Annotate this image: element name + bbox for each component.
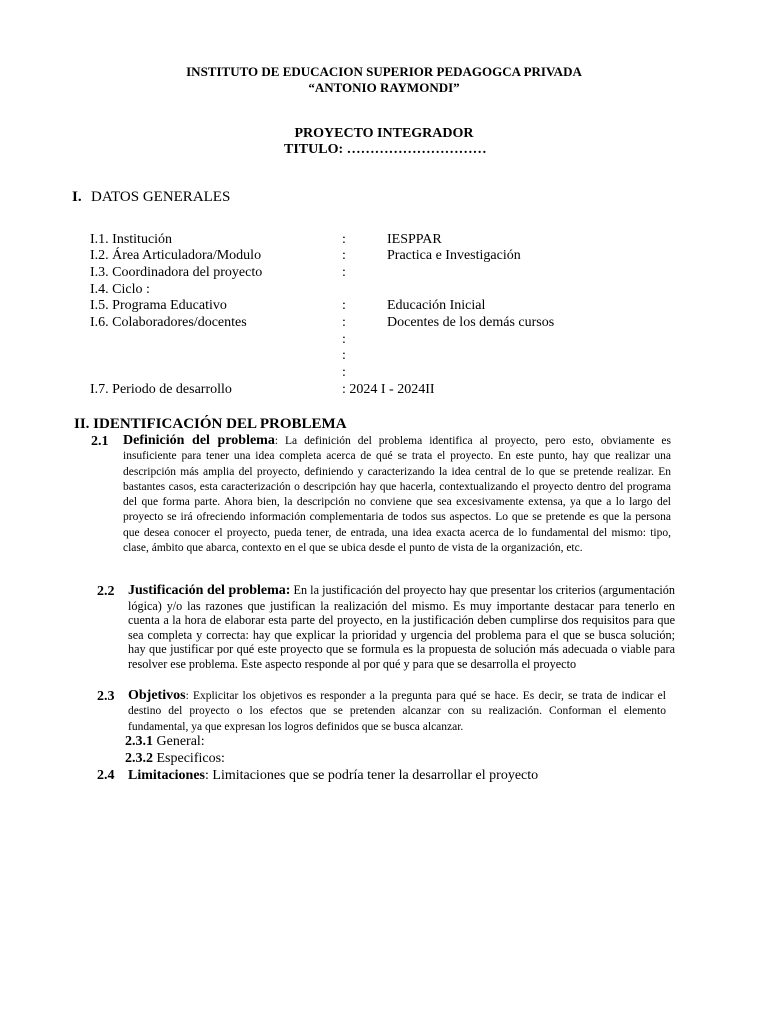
- project-heading: PROYECTO INTEGRADOR: [294, 126, 474, 141]
- section-2-3-paragraph: [128, 688, 666, 735]
- section-2-3-2: [125, 750, 225, 767]
- data-separator: :: [342, 265, 346, 280]
- data-row: [0, 264, 768, 281]
- section-2-3-2-number: 2.3.2: [125, 751, 153, 766]
- data-label: I.3. Coordinadora del proyecto: [90, 265, 263, 280]
- institution-subtitle: “ANTONIO RAYMONDI”: [308, 80, 460, 95]
- data-row: [0, 314, 768, 331]
- section-2-3-2-text: Especificos:: [153, 751, 225, 766]
- section-2-2-title: Justificación del problema:: [128, 583, 291, 598]
- data-separator: :: [342, 248, 346, 263]
- project-title: TITULO: …………………………: [284, 142, 487, 157]
- section-2-4-paragraph: [128, 767, 538, 784]
- data-label: I.7. Periodo de desarrollo: [90, 382, 232, 397]
- section-2-4-title: Limitaciones: [128, 768, 205, 783]
- data-label: I.4. Ciclo :: [90, 282, 150, 297]
- section-2-2-paragraph: [128, 583, 675, 672]
- section-2-3-title: Objetivos: [128, 688, 186, 703]
- section-2-1-title: Definición del problema: [123, 433, 275, 448]
- data-separator: :: [342, 315, 346, 330]
- data-row: [0, 231, 768, 248]
- data-separator: :: [342, 332, 346, 347]
- section-2-heading: II. IDENTIFICACIÓN DEL PROBLEMA: [74, 416, 347, 432]
- section-2-1-number: 2.1: [91, 434, 109, 449]
- data-separator: : 2024 I - 2024II: [342, 382, 435, 397]
- section-2-3-1-number: 2.3.1: [125, 734, 153, 749]
- section-1-heading: DATOS GENERALES: [91, 189, 231, 205]
- section-1-number: I.: [72, 189, 82, 205]
- institution-name: INSTITUTO DE EDUCACION SUPERIOR PEDAGOGCA PRIVADA: [186, 64, 582, 79]
- data-separator: :: [342, 232, 346, 247]
- section-2-3-text: : Explicitar los objetivos es responder a la pregunta para qué se hace. Es decir, se trata de indicar el destino del proyecto o los efectos que se pretenden alcanzar con su realización. Conforman el elemento fundamental, ya que expresan los logros definidos que se busca alcanzar.: [128, 690, 666, 733]
- section-2-4-number: 2.4: [97, 768, 115, 783]
- data-label: I.1. Institución: [90, 232, 173, 247]
- section-2-1-text: : La definición del problema identifica al proyecto, pero esto, obviamente es insuficiente para tener una idea completa acerca de qué se trata el proyecto. En este punto, hay que realizar una descripción más amplia del proyecto, definiendo y caracterizando la idea central de lo que se pretende realizar. En bastantes casos, esta caracterización o descripción hay que hacerla, contextualizando el proyecto dentro del programa del que forma parte. Ahora bien, la descripción no conviene que sea excesivamente extensa, ya que a lo largo del proyecto se irá ofreciendo información complementaria de todos sus aspectos. Lo que se pretende es que la persona que desea conocer el proyecto, pueda tener, de entrada, una idea exacta acerca de lo fundamental del mismo: tipo, clase, ámbito que abarca, contexto en el que se ubica desde el punto de vista de la organización, etc.: [123, 435, 671, 555]
- data-row: [0, 364, 768, 381]
- section-2-1-paragraph: [123, 433, 671, 556]
- section-2-3-1-text: General:: [153, 734, 205, 749]
- section-2-3-1: [125, 733, 205, 750]
- data-separator: :: [342, 365, 346, 380]
- data-label: I.5. Programa Educativo: [90, 298, 227, 313]
- data-label: I.6. Colaboradores/docentes: [90, 315, 247, 330]
- data-value: Practica e Investigación: [387, 248, 521, 263]
- data-separator: :: [342, 348, 346, 363]
- data-row: [0, 281, 768, 298]
- data-row: [0, 347, 768, 364]
- section-2-2-text: En la justificación del proyecto hay que presentar los criterios (argumentación lógica) y/o las razones que justifican la realización del mismo. Es muy importante destacar para tenerlo en cuenta a la hora de elaborar esta parte del proyecto, en la justificación deben cumplirse dos requisitos para que sea completa y correcta: hay que explicar la prioridad y urgencia del problema para el que se busca solución; hay que justificar por qué este proyecto que se formula es la propuesta de solución más adecuada o viable para resolver ese problema. Este aspecto responde al por qué y para que se desarrolla el proyecto: [128, 583, 675, 671]
- data-value: Educación Inicial: [387, 298, 486, 313]
- data-row: [0, 247, 768, 264]
- data-row: [0, 331, 768, 348]
- data-row: [0, 381, 768, 398]
- data-separator: :: [342, 298, 346, 313]
- section-2-4-text: : Limitaciones que se podría tener la desarrollar el proyecto: [205, 768, 539, 783]
- data-value: IESPPAR: [387, 232, 442, 247]
- data-label: I.2. Área Articuladora/Modulo: [90, 248, 262, 263]
- data-row: [0, 297, 768, 314]
- data-value: Docentes de los demás cursos: [387, 315, 555, 330]
- section-2-3-number: 2.3: [97, 689, 115, 704]
- section-2-2-number: 2.2: [97, 584, 115, 599]
